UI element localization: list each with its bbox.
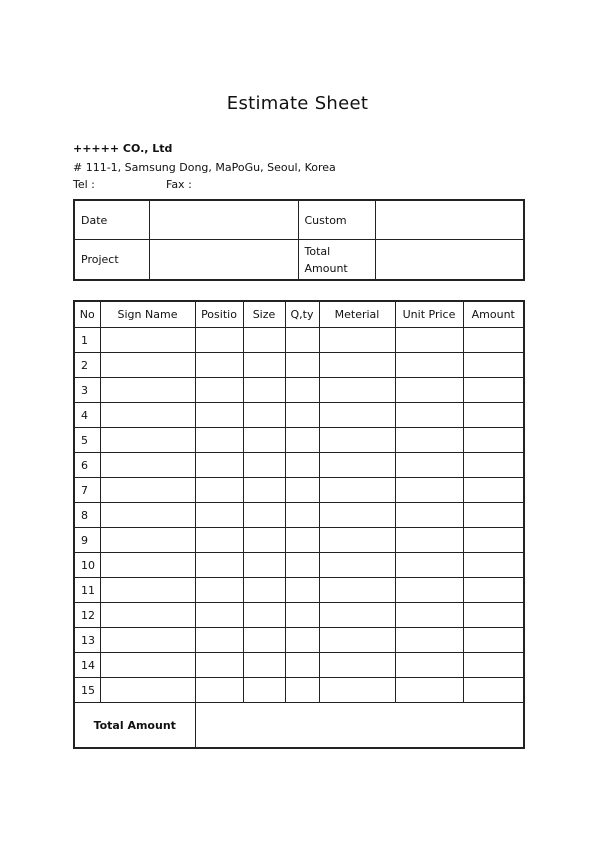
quantity-cell[interactable] [285,528,319,553]
total-amount-value[interactable] [375,240,524,281]
header-size: Size [243,301,285,328]
table-row [74,553,524,578]
sign-name-cell[interactable] [100,428,195,453]
table-row [74,328,524,353]
amount-cell[interactable] [463,653,524,678]
material-cell[interactable] [319,528,395,553]
quantity-cell[interactable] [285,403,319,428]
date-label: Date [74,200,149,240]
quantity-cell[interactable] [285,353,319,378]
position-cell[interactable] [195,603,243,628]
sign-name-cell[interactable] [100,603,195,628]
amount-cell[interactable] [463,478,524,503]
position-cell[interactable] [195,503,243,528]
quantity-cell[interactable] [285,553,319,578]
items-header-row [74,301,524,328]
row-number: 5 [74,428,100,453]
material-cell[interactable] [319,678,395,703]
material-cell[interactable] [319,403,395,428]
size-cell[interactable] [243,403,285,428]
position-cell[interactable] [195,428,243,453]
total-amount-row-label: Total Amount [74,703,195,749]
table-row [74,678,524,703]
row-number: 12 [74,603,100,628]
position-cell[interactable] [195,628,243,653]
sign-name-cell[interactable] [100,478,195,503]
table-row [74,528,524,553]
table-row [74,478,524,503]
total-amount-label-line1: Total [304,245,331,258]
position-cell[interactable] [195,678,243,703]
unit-price-cell[interactable] [395,428,463,453]
amount-cell[interactable] [463,603,524,628]
size-cell[interactable] [243,653,285,678]
material-cell[interactable] [319,503,395,528]
position-cell[interactable] [195,578,243,603]
position-cell[interactable] [195,653,243,678]
position-cell[interactable] [195,553,243,578]
position-cell[interactable] [195,378,243,403]
quantity-cell[interactable] [285,503,319,528]
amount-cell[interactable] [463,453,524,478]
header-quantity: Q,ty [285,301,319,328]
table-row [74,603,524,628]
row-number: 11 [74,578,100,603]
header-position: Positio [195,301,243,328]
table-row [74,628,524,653]
unit-price-cell[interactable] [395,553,463,578]
material-cell[interactable] [319,353,395,378]
amount-cell[interactable] [463,553,524,578]
table-row [74,428,524,453]
quantity-cell[interactable] [285,603,319,628]
unit-price-cell[interactable] [395,628,463,653]
table-row [74,403,524,428]
material-cell[interactable] [319,428,395,453]
company-name: +++++ CO., Ltd [73,142,173,155]
size-cell[interactable] [243,603,285,628]
size-cell[interactable] [243,453,285,478]
table-row [74,378,524,403]
header-sign-name: Sign Name [100,301,195,328]
sign-name-cell[interactable] [100,453,195,478]
amount-cell[interactable] [463,378,524,403]
items-table [73,300,525,749]
row-number: 3 [74,378,100,403]
size-cell[interactable] [243,378,285,403]
amount-cell[interactable] [463,528,524,553]
position-cell[interactable] [195,478,243,503]
quantity-cell[interactable] [285,478,319,503]
amount-cell[interactable] [463,328,524,353]
row-number: 4 [74,403,100,428]
header-amount: Amount [463,301,524,328]
sign-name-cell[interactable] [100,328,195,353]
project-label: Project [74,240,149,281]
sign-name-cell[interactable] [100,628,195,653]
row-number: 13 [74,628,100,653]
material-cell[interactable] [319,378,395,403]
row-number: 8 [74,503,100,528]
unit-price-cell[interactable] [395,328,463,353]
amount-cell[interactable] [463,503,524,528]
quantity-cell[interactable] [285,453,319,478]
table-row [74,503,524,528]
quantity-cell[interactable] [285,328,319,353]
unit-price-cell[interactable] [395,578,463,603]
material-cell[interactable] [319,328,395,353]
size-cell[interactable] [243,578,285,603]
size-cell[interactable] [243,553,285,578]
material-cell[interactable] [319,478,395,503]
material-cell[interactable] [319,603,395,628]
size-cell[interactable] [243,678,285,703]
row-number: 14 [74,653,100,678]
quantity-cell[interactable] [285,428,319,453]
table-row [74,353,524,378]
size-cell[interactable] [243,628,285,653]
sign-name-cell[interactable] [100,653,195,678]
row-number: 6 [74,453,100,478]
custom-label: Custom [298,200,375,240]
project-value[interactable] [149,240,298,281]
sign-name-cell[interactable] [100,553,195,578]
size-cell[interactable] [243,353,285,378]
position-cell[interactable] [195,403,243,428]
sign-name-cell[interactable] [100,578,195,603]
size-cell[interactable] [243,503,285,528]
sign-name-cell[interactable] [100,678,195,703]
header-unit-price: Unit Price [395,301,463,328]
size-cell[interactable] [243,528,285,553]
info-table [73,199,525,281]
quantity-cell[interactable] [285,628,319,653]
amount-cell[interactable] [463,578,524,603]
sign-name-cell[interactable] [100,353,195,378]
date-value[interactable] [149,200,298,240]
sign-name-cell[interactable] [100,503,195,528]
unit-price-cell[interactable] [395,453,463,478]
tel-label: Tel : [73,178,95,191]
amount-cell[interactable] [463,403,524,428]
row-number: 1 [74,328,100,353]
material-cell[interactable] [319,653,395,678]
material-cell[interactable] [319,453,395,478]
material-cell[interactable] [319,628,395,653]
table-row [74,453,524,478]
unit-price-cell[interactable] [395,353,463,378]
position-cell[interactable] [195,353,243,378]
sign-name-cell[interactable] [100,378,195,403]
quantity-cell[interactable] [285,653,319,678]
size-cell[interactable] [243,328,285,353]
row-number: 2 [74,353,100,378]
size-cell[interactable] [243,428,285,453]
total-row [74,703,524,749]
position-cell[interactable] [195,328,243,353]
amount-cell[interactable] [463,628,524,653]
info-row-project [74,240,524,281]
total-amount-label-line2: Amount [304,262,348,275]
company-contact [73,178,192,191]
quantity-cell[interactable] [285,578,319,603]
info-row-date [74,200,524,240]
sign-name-cell[interactable] [100,528,195,553]
fax-label: Fax : [166,178,192,191]
unit-price-cell[interactable] [395,678,463,703]
quantity-cell[interactable] [285,678,319,703]
total-amount-row-value[interactable] [195,703,524,749]
custom-value[interactable] [375,200,524,240]
row-number: 10 [74,553,100,578]
row-number: 15 [74,678,100,703]
header-no: No [74,301,100,328]
unit-price-cell[interactable] [395,653,463,678]
amount-cell[interactable] [463,678,524,703]
document-title: Estimate Sheet [226,93,369,114]
material-cell[interactable] [319,578,395,603]
amount-cell[interactable] [463,353,524,378]
company-address: # 111-1, Samsung Dong, MaPoGu, Seoul, Korea [73,161,336,174]
unit-price-cell[interactable] [395,403,463,428]
row-number: 7 [74,478,100,503]
table-row [74,653,524,678]
quantity-cell[interactable] [285,378,319,403]
material-cell[interactable] [319,553,395,578]
unit-price-cell[interactable] [395,378,463,403]
total-amount-label [298,240,375,281]
size-cell[interactable] [243,478,285,503]
position-cell[interactable] [195,528,243,553]
amount-cell[interactable] [463,428,524,453]
table-row [74,578,524,603]
sign-name-cell[interactable] [100,403,195,428]
unit-price-cell[interactable] [395,503,463,528]
header-material: Meterial [319,301,395,328]
row-number: 9 [74,528,100,553]
unit-price-cell[interactable] [395,478,463,503]
unit-price-cell[interactable] [395,528,463,553]
position-cell[interactable] [195,453,243,478]
unit-price-cell[interactable] [395,603,463,628]
